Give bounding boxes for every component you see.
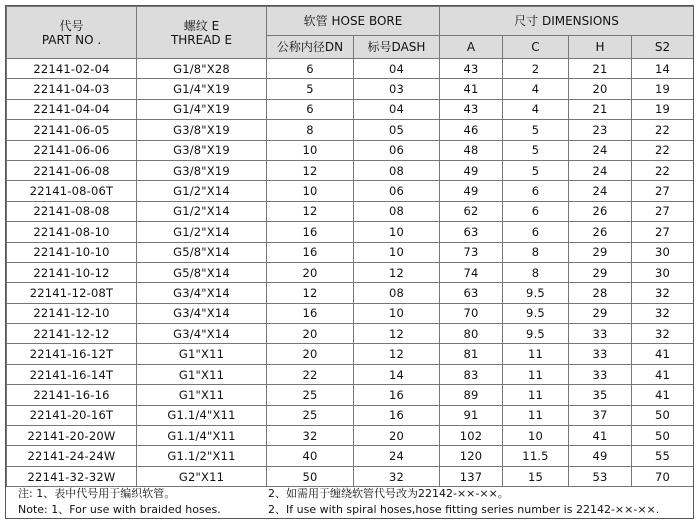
dim-c-cell: 5 xyxy=(503,120,569,140)
dim-c-cell: 4 xyxy=(503,99,569,119)
dim-c-cell: 8 xyxy=(503,262,569,282)
note-cn-2: 2、如需用于缠绕软管代号改为22142-××-××。 xyxy=(268,487,509,500)
dim-a-cell: 62 xyxy=(440,201,503,221)
table-row xyxy=(7,385,694,405)
dim-c-cell: 10 xyxy=(503,426,569,446)
dim-c-cell: 9.5 xyxy=(503,324,569,344)
table-row xyxy=(7,140,694,160)
dim-a-cell: 81 xyxy=(440,344,503,364)
dim-s2-cell: 22 xyxy=(632,160,694,180)
dim-a-cell: 91 xyxy=(440,405,503,425)
dn-cell: 20 xyxy=(267,262,354,282)
dim-h-cell: 26 xyxy=(569,222,632,242)
dash-cell: 32 xyxy=(354,466,440,486)
dn-cell: 16 xyxy=(267,242,354,262)
dn-cell: 8 xyxy=(267,120,354,140)
dn-cell: 50 xyxy=(267,466,354,486)
thread-cell: G1/4"X19 xyxy=(137,79,267,99)
dim-h-cell: 29 xyxy=(569,262,632,282)
dim-h-cell: 26 xyxy=(569,201,632,221)
dim-h-cell: 28 xyxy=(569,283,632,303)
part-no-cell: 22141-20-16T xyxy=(7,405,137,425)
dim-a-cell: 48 xyxy=(440,140,503,160)
part-no-cell: 22141-04-03 xyxy=(7,79,137,99)
dn-cell: 25 xyxy=(267,385,354,405)
dn-cell: 20 xyxy=(267,344,354,364)
dim-h-cell: 35 xyxy=(569,385,632,405)
note-en-1: Note: 1、For use with braided hoses. xyxy=(18,503,221,516)
note-line-cn xyxy=(6,485,693,501)
table-row xyxy=(7,99,694,119)
dn-cell: 6 xyxy=(267,99,354,119)
dim-c-cell: 9.5 xyxy=(503,283,569,303)
dim-c-cell: 6 xyxy=(503,222,569,242)
dim-c-cell: 4 xyxy=(503,79,569,99)
spec-sheet xyxy=(5,5,694,519)
table-row xyxy=(7,364,694,384)
dn-header: 公称内径DN xyxy=(267,36,354,59)
thread-cell: G1/2"X14 xyxy=(137,222,267,242)
dn-cell: 16 xyxy=(267,222,354,242)
part-no-cell: 22141-06-06 xyxy=(7,140,137,160)
thread-cell: G1/2"X14 xyxy=(137,201,267,221)
dim-c-cell: 5 xyxy=(503,140,569,160)
dn-cell: 12 xyxy=(267,201,354,221)
dim-h-cell: 24 xyxy=(569,181,632,201)
hose-bore-header: 软管 HOSE BORE xyxy=(267,7,440,36)
part-no-cell: 22141-10-12 xyxy=(7,262,137,282)
table-row xyxy=(7,324,694,344)
part-no-cell: 22141-08-06T xyxy=(7,181,137,201)
dash-cell: 08 xyxy=(354,201,440,221)
note-line-en xyxy=(6,501,693,517)
dim-s2-cell: 41 xyxy=(632,385,694,405)
note-cn-1: 注: 1、表中代号用于编织软管。 xyxy=(18,487,176,500)
part-no-cell: 22141-16-14T xyxy=(7,364,137,384)
dim-a-cell: 43 xyxy=(440,59,503,79)
dash-cell: 10 xyxy=(354,303,440,323)
table-row xyxy=(7,160,694,180)
thread-cell: G1/2"X14 xyxy=(137,181,267,201)
dn-cell: 22 xyxy=(267,364,354,384)
thread-cell: G3/8"X19 xyxy=(137,140,267,160)
dim-h-cell: 33 xyxy=(569,324,632,344)
thread-cell: G1"X11 xyxy=(137,344,267,364)
dim-s2-cell: 50 xyxy=(632,426,694,446)
dash-cell: 24 xyxy=(354,446,440,466)
thread-cell: G3/8"X19 xyxy=(137,160,267,180)
dim-c-cell: 8 xyxy=(503,242,569,262)
part-no-cell: 22141-12-12 xyxy=(7,324,137,344)
dash-cell: 06 xyxy=(354,140,440,160)
dash-cell: 14 xyxy=(354,364,440,384)
dim-c-cell: 6 xyxy=(503,181,569,201)
thread-cell: G3/8"X19 xyxy=(137,120,267,140)
dim-a-cell: 70 xyxy=(440,303,503,323)
part-no-cell: 22141-24-24W xyxy=(7,446,137,466)
dash-cell: 04 xyxy=(354,99,440,119)
dash-cell: 10 xyxy=(354,242,440,262)
dn-cell: 10 xyxy=(267,181,354,201)
thread-cell: G3/4"X14 xyxy=(137,283,267,303)
dim-c-cell: 11 xyxy=(503,385,569,405)
dim-c-cell: 9.5 xyxy=(503,303,569,323)
table-row xyxy=(7,262,694,282)
part-no-cell: 22141-10-10 xyxy=(7,242,137,262)
part-no-cell: 22141-08-10 xyxy=(7,222,137,242)
dim-c-cell: 11 xyxy=(503,364,569,384)
dash-cell: 20 xyxy=(354,426,440,446)
dash-cell: 12 xyxy=(354,324,440,344)
dim-s2-cell: 32 xyxy=(632,324,694,344)
table-row xyxy=(7,426,694,446)
dim-a-cell: 49 xyxy=(440,160,503,180)
dim-s2-cell: 22 xyxy=(632,140,694,160)
part-no-cell: 22141-32-32W xyxy=(7,466,137,486)
table-row xyxy=(7,466,694,486)
dim-h-cell: 53 xyxy=(569,466,632,486)
dim-h-cell: 29 xyxy=(569,303,632,323)
part-no-cell: 22141-06-05 xyxy=(7,120,137,140)
dim-a-cell: 120 xyxy=(440,446,503,466)
dim-s2-cell: 50 xyxy=(632,405,694,425)
table-row xyxy=(7,242,694,262)
table-row xyxy=(7,59,694,79)
dim-s2-cell: 14 xyxy=(632,59,694,79)
dn-cell: 32 xyxy=(267,426,354,446)
dash-cell: 04 xyxy=(354,59,440,79)
dash-cell: 16 xyxy=(354,405,440,425)
dn-cell: 10 xyxy=(267,140,354,160)
footnotes xyxy=(6,485,693,519)
dim-a-cell: 43 xyxy=(440,99,503,119)
dash-cell: 12 xyxy=(354,344,440,364)
part-no-cell: 22141-02-04 xyxy=(7,59,137,79)
thread-header: 螺纹 E THREAD E xyxy=(137,7,267,59)
table-row xyxy=(7,303,694,323)
dash-cell: 06 xyxy=(354,181,440,201)
dim-s2-cell: 27 xyxy=(632,201,694,221)
dim-s2-cell: 19 xyxy=(632,99,694,119)
dash-cell: 03 xyxy=(354,79,440,99)
dn-cell: 6 xyxy=(267,59,354,79)
thread-cell: G1.1/4"X11 xyxy=(137,405,267,425)
dim-s2-cell: 22 xyxy=(632,120,694,140)
note-en-2: 2、If use with spiral hoses,hose fitting series number is 22142-××-××. xyxy=(268,503,660,516)
dn-cell: 16 xyxy=(267,303,354,323)
dim-s2-cell: 70 xyxy=(632,466,694,486)
dim-h-cell: 23 xyxy=(569,120,632,140)
dash-cell: 12 xyxy=(354,262,440,282)
dim-a-cell: 63 xyxy=(440,222,503,242)
dim-h-header: H xyxy=(569,36,632,59)
dn-cell: 5 xyxy=(267,79,354,99)
thread-cell: G1"X11 xyxy=(137,364,267,384)
table-row xyxy=(7,405,694,425)
dim-c-header: C xyxy=(503,36,569,59)
thread-cell: G1/4"X19 xyxy=(137,99,267,119)
thread-cell: G5/8"X14 xyxy=(137,262,267,282)
part-no-cell: 22141-12-08T xyxy=(7,283,137,303)
dim-h-cell: 24 xyxy=(569,140,632,160)
part-no-cell: 22141-12-10 xyxy=(7,303,137,323)
part-no-cell: 22141-06-08 xyxy=(7,160,137,180)
dn-cell: 20 xyxy=(267,324,354,344)
thread-cell: G5/8"X14 xyxy=(137,242,267,262)
dim-s2-cell: 30 xyxy=(632,242,694,262)
dimensions-header: 尺寸 DIMENSIONS xyxy=(440,7,694,36)
dim-a-cell: 63 xyxy=(440,283,503,303)
dim-a-cell: 73 xyxy=(440,242,503,262)
dim-h-cell: 29 xyxy=(569,242,632,262)
table-row xyxy=(7,201,694,221)
dim-a-cell: 46 xyxy=(440,120,503,140)
dim-c-cell: 11 xyxy=(503,344,569,364)
table-row xyxy=(7,344,694,364)
dim-s2-header: S2 xyxy=(632,36,694,59)
dim-s2-cell: 30 xyxy=(632,262,694,282)
thread-cell: G1.1/4"X11 xyxy=(137,426,267,446)
dim-a-cell: 83 xyxy=(440,364,503,384)
table-row xyxy=(7,222,694,242)
thread-cell: G3/4"X14 xyxy=(137,303,267,323)
dim-h-cell: 49 xyxy=(569,446,632,466)
dim-h-cell: 24 xyxy=(569,160,632,180)
dim-s2-cell: 32 xyxy=(632,283,694,303)
dim-s2-cell: 41 xyxy=(632,364,694,384)
dim-a-cell: 74 xyxy=(440,262,503,282)
part-no-cell: 22141-04-04 xyxy=(7,99,137,119)
dim-a-cell: 49 xyxy=(440,181,503,201)
dash-cell: 05 xyxy=(354,120,440,140)
dash-cell: 08 xyxy=(354,283,440,303)
table-row xyxy=(7,283,694,303)
dimensions-table xyxy=(6,6,694,487)
dim-s2-cell: 27 xyxy=(632,181,694,201)
dim-s2-cell: 32 xyxy=(632,303,694,323)
part-no-cell: 22141-16-16 xyxy=(7,385,137,405)
dim-c-cell: 15 xyxy=(503,466,569,486)
thread-cell: G3/4"X14 xyxy=(137,324,267,344)
dim-c-cell: 11.5 xyxy=(503,446,569,466)
thread-cell: G2"X11 xyxy=(137,466,267,486)
dim-a-cell: 89 xyxy=(440,385,503,405)
dim-h-cell: 20 xyxy=(569,79,632,99)
dim-c-cell: 11 xyxy=(503,405,569,425)
table-body xyxy=(7,59,694,487)
thread-cell: G1"X11 xyxy=(137,385,267,405)
dim-c-cell: 5 xyxy=(503,160,569,180)
dim-s2-cell: 41 xyxy=(632,344,694,364)
part-no-cell: 22141-20-20W xyxy=(7,426,137,446)
dim-a-cell: 102 xyxy=(440,426,503,446)
dim-h-cell: 41 xyxy=(569,426,632,446)
dim-a-header: A xyxy=(440,36,503,59)
dim-h-cell: 33 xyxy=(569,344,632,364)
table-row xyxy=(7,181,694,201)
part-no-header: 代号 PART NO . xyxy=(7,7,137,59)
dim-h-cell: 21 xyxy=(569,99,632,119)
table-row xyxy=(7,120,694,140)
part-no-cell: 22141-08-08 xyxy=(7,201,137,221)
dim-c-cell: 6 xyxy=(503,201,569,221)
table-row xyxy=(7,79,694,99)
part-no-cell: 22141-16-12T xyxy=(7,344,137,364)
dash-header: 标号DASH xyxy=(354,36,440,59)
dn-cell: 12 xyxy=(267,160,354,180)
dim-s2-cell: 19 xyxy=(632,79,694,99)
dim-a-cell: 80 xyxy=(440,324,503,344)
dim-a-cell: 41 xyxy=(440,79,503,99)
dash-cell: 16 xyxy=(354,385,440,405)
dim-s2-cell: 55 xyxy=(632,446,694,466)
dn-cell: 40 xyxy=(267,446,354,466)
dn-cell: 12 xyxy=(267,283,354,303)
dim-c-cell: 2 xyxy=(503,59,569,79)
dim-s2-cell: 27 xyxy=(632,222,694,242)
dash-cell: 10 xyxy=(354,222,440,242)
dim-h-cell: 33 xyxy=(569,364,632,384)
table-row xyxy=(7,446,694,466)
dim-h-cell: 37 xyxy=(569,405,632,425)
dn-cell: 25 xyxy=(267,405,354,425)
dim-h-cell: 21 xyxy=(569,59,632,79)
thread-cell: G1.1/2"X11 xyxy=(137,446,267,466)
dash-cell: 08 xyxy=(354,160,440,180)
thread-cell: G1/8"X28 xyxy=(137,59,267,79)
dim-a-cell: 137 xyxy=(440,466,503,486)
